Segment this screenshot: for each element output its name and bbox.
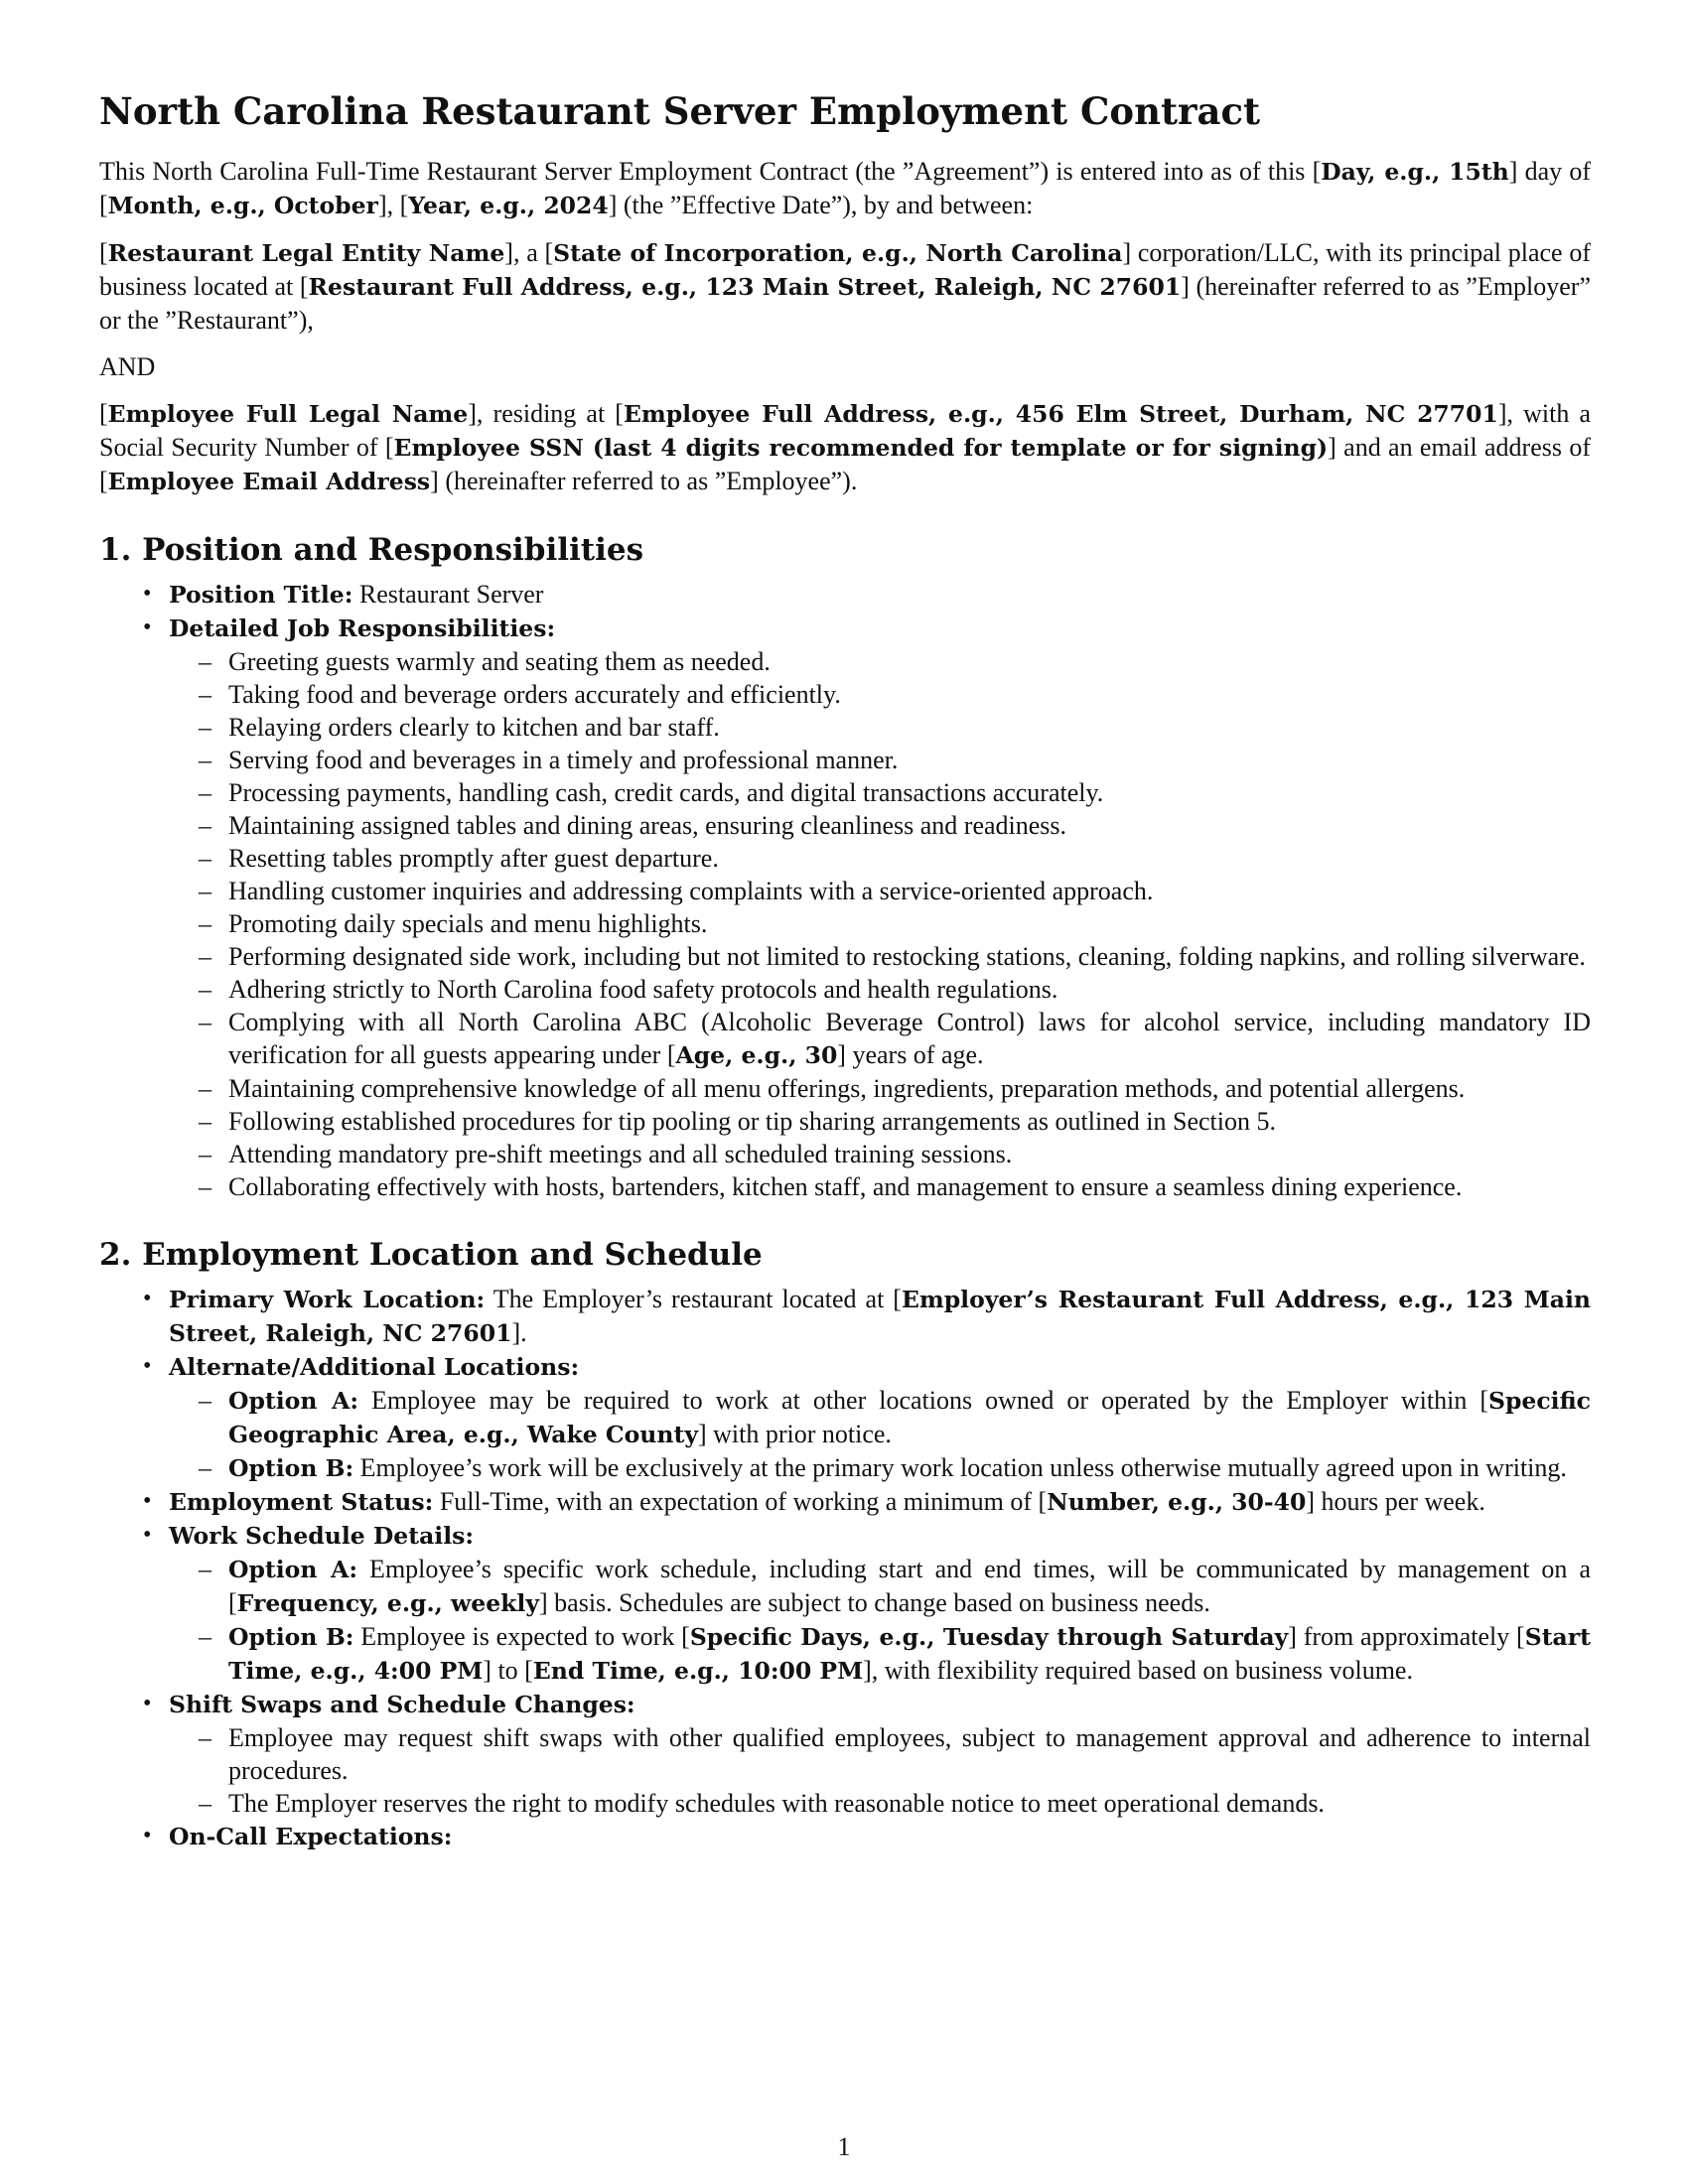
placeholder-employee-name: Employee Full Legal Name (107, 400, 469, 428)
list-item: • On-Call Expectations: (169, 1820, 1591, 1853)
duty-item: – Adhering strictly to North Carolina food safety protocols and health regulations. (228, 973, 1591, 1006)
list-item: • Position Title: Restaurant Server (169, 578, 1591, 612)
list-item: • Employment Status: Full-Time, with an expectation of working a minimum of [Number, e.g., 30-40] hours per week. (169, 1485, 1591, 1519)
duty-item: – Following established procedures for tip pooling or tip sharing arrangements as outlined in Section 5. (228, 1105, 1591, 1138)
placeholder-state: State of Incorporation, e.g., North Carolina (553, 239, 1123, 267)
option-item: – Option B: Employee is expected to work [Specific Days, e.g., Tuesday through Saturday] from approximately [Start Time, e.g., 4:00 PM] to [End Time, e.g., 10:00 PM], with flexibility required based on business volume. (228, 1620, 1591, 1688)
placeholder-end-time: End Time, e.g., 10:00 PM (532, 1657, 864, 1685)
placeholder-start-time: Start Time, e.g., 4:00 PM (228, 1623, 1592, 1685)
placeholder-ssn: Employee SSN (last 4 digits recommended for template or for signing) (393, 434, 1329, 462)
duty-item: – Complying with all North Carolina ABC (Alcoholic Beverage Control) laws for alcohol service, including mandatory ID verification for all guests appearing under [Age, e.g., 30] years of age. (228, 1006, 1591, 1072)
alternate-locations-list (169, 1384, 1591, 1485)
duty-item: – Promoting daily specials and menu highlights. (228, 907, 1591, 940)
duty-item: – Attending mandatory pre-shift meetings and all scheduled training sessions. (228, 1138, 1591, 1170)
list-item: • Alternate/Additional Locations: – Option A: Employee may be required to work at other locations owned or operated by the Employer within [Specific Geographic Area, e.g., Wake County] with prior notice. – Option B: Employee’s work will be exclusively at the primary work location unless otherwise mutually agreed upon in writing. (169, 1350, 1591, 1485)
duty-item: – Maintaining assigned tables and dining areas, ensuring cleanliness and readiness. (228, 809, 1591, 842)
placeholder-frequency: Frequency, e.g., weekly (236, 1589, 540, 1617)
section-heading-2: 2. Employment Location and Schedule (99, 1237, 763, 1273)
placeholder-entity-name: Restaurant Legal Entity Name (107, 239, 505, 267)
duty-item: – Collaborating effectively with hosts, bartenders, kitchen staff, and management to ensure a seamless dining experience. (228, 1170, 1591, 1203)
placeholder-days: Specific Days, e.g., Tuesday through Saturday (689, 1623, 1289, 1651)
option-item: – Option A: Employee’s specific work schedule, including start and end times, will be communicated by management on a [Frequency, e.g., weekly] basis. Schedules are subject to change based on business needs. (228, 1553, 1591, 1620)
document-title: North Carolina Restaurant Server Employment Contract (99, 89, 1261, 133)
duty-item: – Maintaining comprehensive knowledge of all menu offerings, ingredients, preparation methods, and potential allergens. (228, 1072, 1591, 1105)
placeholder-month: Month, e.g., October (107, 192, 378, 219)
intro-paragraph: This North Carolina Full-Time Restaurant Server Employment Contract (the ”Agreement”) is entered into as of this [Day, e.g., 15th] day of [Month, e.g., October], [Year, e.g., 2024] (the ”Effective Date”), by and between: (99, 157, 1591, 219)
placeholder-day: Day, e.g., 15th (1321, 158, 1509, 186)
duty-item: – Relaying orders clearly to kitchen and bar staff. (228, 711, 1591, 744)
section-heading-1: 1. Position and Responsibilities (99, 532, 644, 568)
employer-paragraph: [Restaurant Legal Entity Name], a [State of Incorporation, e.g., North Carolina] corporation/LLC, with its principal place of business located at [Restaurant Full Address, e.g., 123 Main Street, Raleigh, NC 27601] (hereinafter referred to as ”Employer” or the ”Restaurant”), (99, 238, 1591, 335)
list-item: • Shift Swaps and Schedule Changes: – Employee may request shift swaps with other qualified employees, subject to management approval and adherence to internal procedures. – The Employer reserves the right to modify schedules with reasonable notice to meet operational demands. (169, 1688, 1591, 1820)
section-1-list (99, 578, 1591, 1203)
list-item: • Primary Work Location: The Employer’s restaurant located at [Employer’s Restaurant Full Address, e.g., 123 Main Street, Raleigh, NC 27601]. (169, 1283, 1591, 1350)
placeholder-year: Year, e.g., 2024 (408, 192, 609, 219)
placeholder-geographic-area: Specific Geographic Area, e.g., Wake County (228, 1387, 1591, 1448)
duties-list (169, 645, 1591, 1203)
duty-item: – Taking food and beverage orders accurately and efficiently. (228, 678, 1591, 711)
shift-swaps-list (169, 1721, 1591, 1820)
duty-item: – Performing designated side work, including but not limited to restocking stations, cleaning, folding napkins, and rolling silverware. (228, 940, 1591, 973)
option-item: – Option B: Employee’s work will be exclusively at the primary work location unless otherwise mutually agreed upon in writing. (228, 1451, 1591, 1485)
option-item: – Option A: Employee may be required to work at other locations owned or operated by the Employer within [Specific Geographic Area, e.g., Wake County] with prior notice. (228, 1384, 1591, 1451)
swap-item: – The Employer reserves the right to modify schedules with reasonable notice to meet operational demands. (228, 1787, 1591, 1820)
placeholder-restaurant-address: Restaurant Full Address, e.g., 123 Main Street, Raleigh, NC 27601 (308, 273, 1182, 301)
duty-item: – Handling customer inquiries and addressing complaints with a service-oriented approach. (228, 875, 1591, 907)
swap-item: – Employee may request shift swaps with other qualified employees, subject to management approval and adherence to internal procedures. (228, 1721, 1591, 1787)
placeholder-hours: Number, e.g., 30-40 (1047, 1488, 1307, 1516)
list-item: • Detailed Job Responsibilities: – Greeting guests warmly and seating them as needed. – Taking food and beverage orders accurately and efficiently. – Relaying orders clearly to kitchen and bar staff. – Serving food and beverages in a timely and professional manner. – Processing payments, handling cash, credit cards, and digital transactions accurately. – Maintaining assigned tables and dining areas, ensuring cleanliness and readiness. – Resetting tables promptly after guest departure. – Handling customer inquiries and addressing complaints with a service-oriented approach. – Promoting daily specials and menu highlights. – Performing designated side work, including but not limited to restocking stations, cleaning, folding napkins, and rolling silverware. – Adhering strictly to North Carolina food safety protocols and health regulations. – Complying with all North Carolina ABC (Alcoholic Beverage Control) laws for alcohol service, including mandatory ID verification for all guests appearing under [Age, e.g., 30] years of age. – Maintaining comprehensive knowledge of all menu offerings, ingredients, preparation methods, and potential allergens. – Following established procedures for tip pooling or tip sharing arrangements as outlined in Section 5. – Attending mandatory pre-shift meetings and all scheduled training sessions. – Collaborating effectively with hosts, bartenders, kitchen staff, and management to ensure a seamless dining experience. (169, 612, 1591, 1203)
placeholder-age: Age, e.g., 30 (675, 1041, 838, 1069)
duty-item: – Greeting guests warmly and seating them as needed. (228, 645, 1591, 678)
schedule-options-list (169, 1553, 1591, 1688)
section-2-list (99, 1283, 1591, 1853)
duty-item: – Resetting tables promptly after guest departure. (228, 842, 1591, 875)
list-item: • Work Schedule Details: – Option A: Employee’s specific work schedule, including start and end times, will be communicated by management on a [Frequency, e.g., weekly] basis. Schedules are subject to change based on business needs. – Option B: Employee is expected to work [Specific Days, e.g., Tuesday through Saturday] from approximately [Start Time, e.g., 4:00 PM] to [End Time, e.g., 10:00 PM], with flexibility required based on business volume. (169, 1519, 1591, 1688)
page-number: 1 (837, 2132, 851, 2161)
duty-item: – Serving food and beverages in a timely and professional manner. (228, 744, 1591, 776)
placeholder-employee-address: Employee Full Address, e.g., 456 Elm Street, Durham, NC 27701 (623, 400, 1498, 428)
intro-text: This North Carolina Full-Time Restaurant Server Employment Contract (the ”Agreement”) is entered into as of this (99, 157, 1313, 186)
and-separator: AND (99, 352, 156, 381)
employee-paragraph: [Employee Full Legal Name], residing at [Employee Full Address, e.g., 456 Elm Street, Durham, NC 27701], with a Social Security Number of [Employee SSN (last 4 digits recommended for template or for signing)] and an email address of [Employee Email Address] (hereinafter referred to as ”Employee”). (99, 399, 1592, 495)
duty-item: – Processing payments, handling cash, credit cards, and digital transactions accurately. (228, 776, 1591, 809)
placeholder-primary-address: Employer’s Restaurant Full Address, e.g., 123 Main Street, Raleigh, NC 27601 (169, 1286, 1592, 1347)
placeholder-email: Employee Email Address (107, 468, 431, 495)
